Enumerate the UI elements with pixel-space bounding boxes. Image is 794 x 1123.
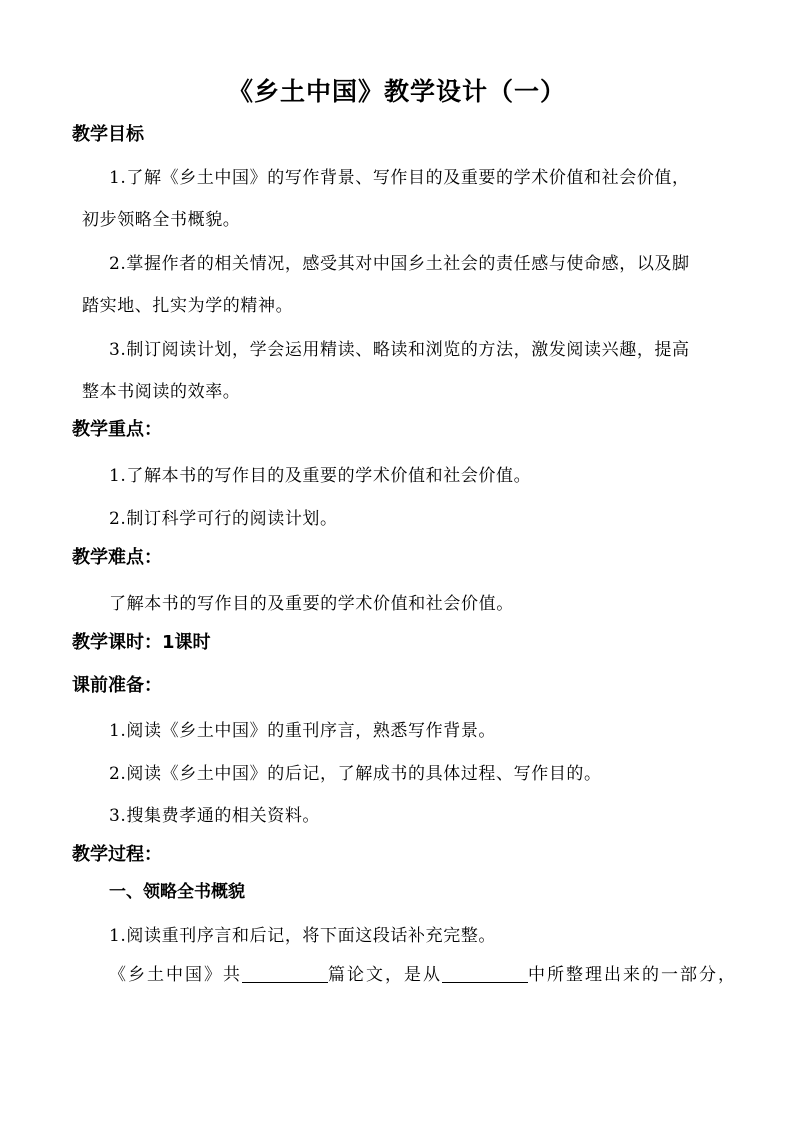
process-heading: 教学过程： — [72, 844, 162, 865]
key-point-2: 2.制订科学可行的阅读计划。 — [109, 509, 338, 529]
difficulties-heading: 教学难点： — [72, 547, 162, 568]
objective-2-line-2: 踏实地、扎实为学的精神。 — [82, 296, 294, 316]
cloze-sentence — [109, 960, 737, 985]
preparation-item-2: 2.阅读《乡土中国》的后记，了解成书的具体过程、写作目的。 — [109, 764, 602, 784]
cloze-part-3: 中所整理出来的一部分， — [528, 965, 737, 985]
preparation-item-1: 1.阅读《乡土中国》的重刊序言，熟悉写作背景。 — [109, 721, 497, 741]
key-point-1: 1.了解本书的写作目的及重要的学术价值和社会价值。 — [109, 466, 532, 486]
cloze-blank-2[interactable] — [442, 964, 528, 983]
objective-1-line-2: 初步领略全书概貌。 — [82, 210, 241, 230]
cloze-part-2: 篇论文，是从 — [328, 965, 442, 985]
class-hours: 教学课时：1课时 — [72, 632, 211, 653]
preparation-item-3: 3.搜集费孝通的相关资料。 — [109, 806, 321, 826]
objectives-heading: 教学目标 — [72, 124, 144, 145]
objective-1-line-1: 1.了解《乡土中国》的写作背景、写作目的及重要的学术价值和社会价值， — [109, 168, 690, 188]
process-section-1: 一、领略全书概貌 — [109, 882, 245, 902]
objective-3-line-2: 整本书阅读的效率。 — [82, 382, 241, 402]
objective-3-line-1: 3.制订阅读计划，学会运用精读、略读和浏览的方法，激发阅读兴趣，提高 — [109, 340, 690, 360]
document-title: 《乡土中国》教学设计（一） — [227, 77, 566, 106]
key-points-heading: 教学重点： — [72, 419, 162, 440]
difficulty-text: 了解本书的写作目的及重要的学术价值和社会价值。 — [109, 594, 514, 614]
process-step-1: 1.阅读重刊序言和后记，将下面这段话补充完整。 — [109, 926, 497, 946]
objective-2-line-1: 2.掌握作者的相关情况，感受其对中国乡土社会的责任感与使命感，以及脚 — [109, 254, 690, 274]
cloze-part-1: 《乡土中国》共 — [109, 965, 242, 985]
preparation-heading: 课前准备： — [72, 675, 162, 696]
cloze-blank-1[interactable] — [242, 964, 328, 983]
